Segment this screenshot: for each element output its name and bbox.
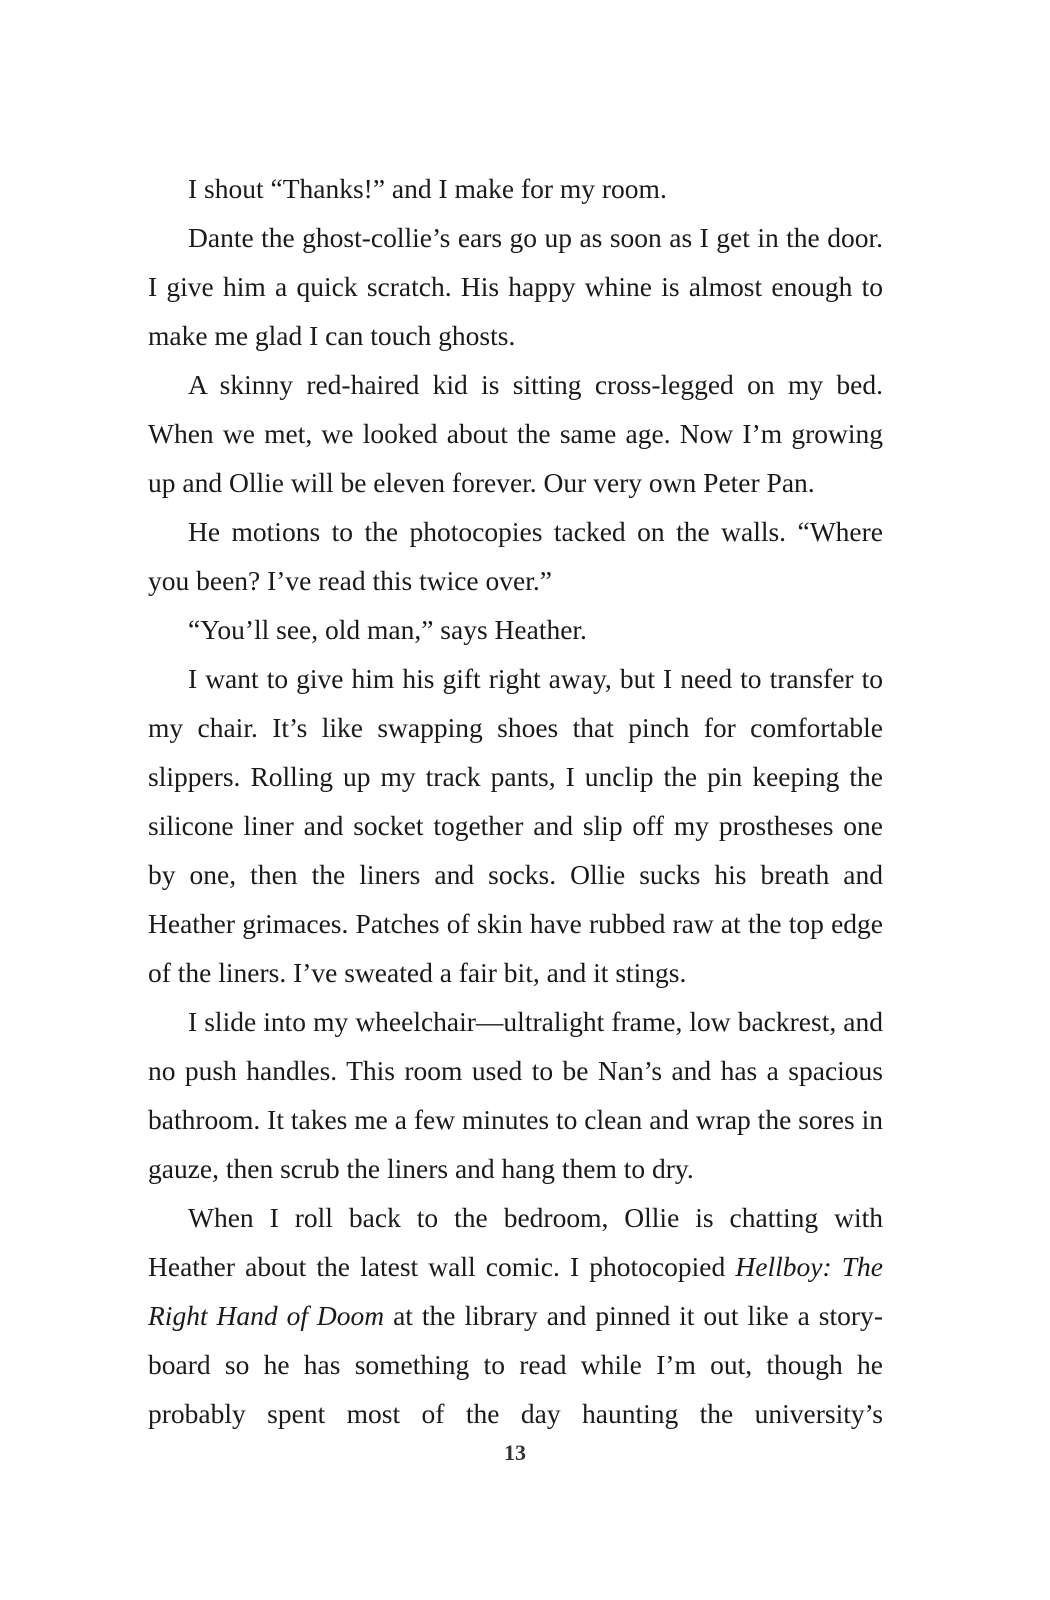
comic-title: Hellboy: The Right Hand of Doom (148, 1251, 883, 1331)
paragraph: A skinny red-haired kid is sitting cross-legged on my bed. When we met, we looked about the same age. Now I’m growing up and Ollie will be eleven forever. Our very own Peter Pan. (148, 369, 883, 498)
page-number: 13 (504, 1440, 526, 1465)
paragraph: Dante the ghost-collie’s ears go up as soon as I get in the door. I give him a quick scratch. His happy whine is almost enough to make me glad I can touch ghosts. (148, 222, 883, 351)
paragraph-last (148, 1193, 883, 1438)
paragraph: “You’ll see, old man,” says Heather. (188, 614, 587, 645)
paragraph: He motions to the photocopies tacked on the walls. “Where you been? I’ve read this twice over.” (148, 516, 883, 596)
paragraph: I shout “Thanks!” and I make for my room. (188, 173, 667, 204)
paragraph-text-before-title: When I roll back to the bedroom, Ollie is chatting with Heather about the latest wall comic. I photocopied (148, 1202, 883, 1282)
paragraph-text-after-title: at the library and pinned it out like a storyboard so he has something to read while I’m out, though he probably spent most of the day haunting the university’s (148, 1300, 883, 1429)
body-text (148, 164, 883, 1438)
paragraph: I slide into my wheelchair—ultralight frame, low backrest, and no push handles. This room used to be Nan’s and has a spacious bathroom. It takes me a few minutes to clean and wrap the sores in gauze, then scrub the liners and hang them to dry. (148, 1006, 883, 1184)
paragraph: I want to give him his gift right away, but I need to transfer to my chair. It’s like swapping shoes that pinch for comfortable slippers. Rolling up my track pants, I unclip the pin keeping the silicone liner and socket together and slip off my prostheses one by one, then the liners and socks. Ollie sucks his breath and Heather grimaces. Patches of skin have rubbed raw at the top edge of the liners. I’ve sweated a fair bit, and it stings. (148, 663, 883, 988)
